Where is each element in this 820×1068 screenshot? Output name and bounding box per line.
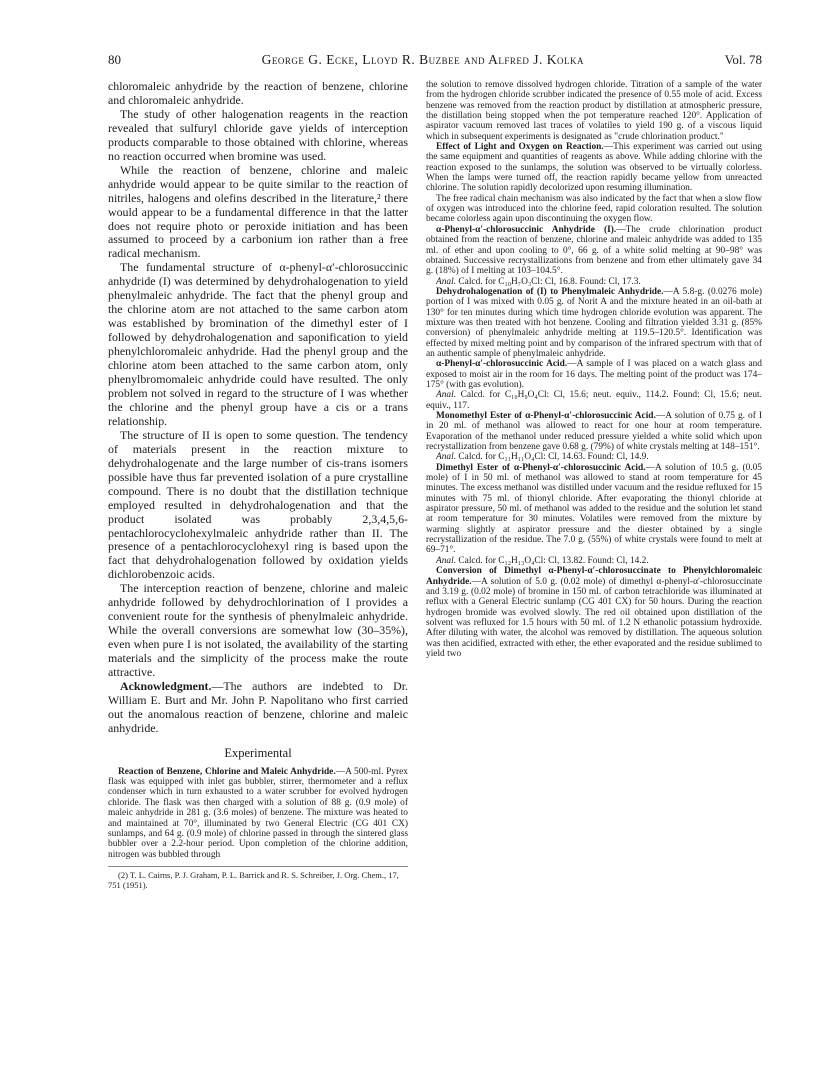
procedure-paragraph	[426, 142, 762, 194]
paragraph: The interception reaction of benzene, chlorine and maleic anhydride followed by dehydrochlorination of I provides a convenient route for the synthesis of phenylmaleic anhydride. While the overall conversions are somewhat low (30–35%), even when pure I is not isolated, the availability of the starting materials and the simplicity of the process make the route attractive.	[108, 581, 408, 680]
analysis-values: Calcd. for C₁₀H₇O₃Cl: Cl, 16.8. Found: Cl, 17.3.	[458, 276, 641, 287]
procedure-paragraph	[426, 411, 762, 452]
paragraph: chloromaleic anhydride by the reaction of benzene, chlorine and chloromaleic anhydride.	[108, 79, 408, 107]
right-column	[426, 80, 762, 890]
analysis-label: Anal.	[436, 276, 457, 287]
analysis-line	[426, 277, 762, 287]
analysis-label: Anal.	[436, 555, 457, 566]
volume-label: Vol. 78	[724, 52, 762, 67]
procedure-body: —This experiment was carried out using the same equipment and quantities of reagents as above. While adding chlorine with the reaction exposed to the sunlamps, the solution was observed to be virtually colorless. When the lamps were turned off, the reaction rapidly became yellow from unreacted chlorine. The solution rapidly decolorized upon resuming illumination.	[426, 142, 762, 194]
paragraph: While the reaction of benzene, chlorine and maleic anhydride would appear to be quite similar to the reaction of nitriles, halogens and olefins described in the literature,² there would appear to be a fundamental difference in that the latter does not require photo or peroxide initiation and has been assumed to proceed by a carbonium ion rather than a free radical mechanism.	[108, 162, 408, 261]
procedure-body: —A solution of 5.0 g. (0.02 mole) of dimethyl α-phenyl-α′-chlorosuccinate and 3.19 g. (0.02 mole) of bromine in 150 ml. of carbon tetrachloride was illuminated at reflux with a General Electric sunlamp (CG 401 CX) for 50 hours. During the reaction hydrogen bromide was evolved slowly. The red oil obtained upon distillation of the solvent was refluxed for 1.5 hours with 50 ml. of 1.2 N ethanolic potassium hydroxide. After diluting with water, the alcohol was removed by distillation. The aqueous solution was then acidified, extracted with ether, the ether evaporated and the residue sublimed to yield two	[426, 576, 762, 659]
analysis-values: Calcd. for C₁₀H₉O₄Cl: Cl, 15.6; neut. equiv., 114.2. Found: Cl, 15.6; neut. equiv., 117.	[426, 390, 762, 411]
footnote: (2) T. L. Cairns, P. J. Graham, P. L. Barrick and R. S. Schreiber, J. Org. Chem., 17, 751 (1951).	[108, 866, 408, 890]
procedure-paragraph	[426, 225, 762, 277]
paragraph: The structure of II is open to some question. The tendency of materials present in the reaction mixture to dehydrohalogenate and the large number of cis-trans isomers possible have thus far prevented isolation of a pure crystalline compound. There is no doubt that the distillation technique employed resulted in dehydrohalogenation and that the product isolated was probably 2,3,4,5,6-pentachlorocyclohexylmaleic anhydride rather than II. The presence of a pentachlorocyclohexyl ring is based upon the fact that dehydrohalogenation followed by oxidation yields dichlorobenzoic acids.	[108, 427, 408, 582]
experimental-heading: Experimental	[224, 745, 292, 760]
analysis-values: Calcd. for C₁₁H₁₁O₄Cl: Cl, 14.63. Found: Cl, 14.9.	[458, 452, 649, 463]
page-number: 80	[108, 52, 121, 67]
procedure-heading: Dimethyl Ester of α-Phenyl-α′-chlorosuccinic Acid.	[436, 462, 646, 473]
paragraph: The fundamental structure of α-phenyl-α′-chlorosuccinic anhydride (I) was determined by dehydrohalogenation to yield phenylmaleic anhydride. The fact that the phenyl group and the chlorine atom are not attached to the same carbon atom was established by bromination of the dimethyl ester of I followed by dehydrohalogenation and saponification to yield phenylchloromaleic anhydride. Had the phenyl group and the chlorine atom been attached to the same carbon atom, only phenylbromomaleic anhydride could have resulted. The only problem not solved in regard to the structure of I was whether the chlorine and the phenyl group have a cis or a trans relationship.	[108, 260, 408, 428]
procedure-heading: Dehydrohalogenation of (I) to Phenylmaleic Anhydride.	[436, 286, 664, 297]
paragraph: The study of other halogenation reagents in the reaction revealed that sulfuryl chloride gave yields of interception products comparable to those obtained with chlorine, whereas no reaction occurred when bromine was used.	[108, 106, 408, 163]
analysis-label: Anal.	[436, 452, 457, 463]
paragraph: The free radical chain mechanism was also indicated by the fact that when a slow flow of oxygen was introduced into the chlorine feed, rapid coloration resulted. The solution became colorless again upon discontinuing the oxygen flow.	[426, 193, 762, 225]
procedure-paragraph	[426, 359, 762, 390]
page-header	[108, 52, 762, 74]
acknowledgment	[108, 680, 408, 736]
analysis-values: Calcd. for C₁₂H₁₃O₄Cl: Cl, 13.82. Found: Cl, 14.2.	[458, 555, 649, 566]
procedure-body: —A 5.8-g. (0.0276 mole) portion of I was mixed with 0.05 g. of Norit A and the mixture heated in an oil-bath at 130° for ten minutes during which time hydrogen chloride evolution was apparent. The mixture was then treated with hot benzene. Cooling and filtration yielded 3.31 g. (85% conversion) of phenylmaleic anhydride melting at 119.5–120.5°. Identification was effected by mixed melting point and by comparison of the infrared spectrum with that of an authentic sample of phenylmaleic anhydride.	[426, 286, 762, 359]
procedure-heading: Conversion of Dimethyl α-Phenyl-α′-chlorosuccinate to Phenylchloromaleic Anhydride.	[426, 566, 762, 587]
procedure-body: —A solution of 0.75 g. of I in 20 ml. of methanol was allowed to react for one hour at room temperature. Evaporation of the methanol under reduced pressure yielded a white solid which upon recrystallization from benzene gave 0.68 g. (79%) of white crystals melting at 148–151°.	[426, 411, 762, 453]
procedure-body: —A sample of I was placed on a watch glass and exposed to moist air in the room for 16 days. The melting point of the product was 174–175° (with gas evolution).	[426, 359, 762, 390]
procedure-heading: α-Phenyl-α′-chlorosuccinic Acid.	[436, 359, 568, 370]
analysis-line	[426, 556, 762, 566]
acknowledgment-body: —The authors are indebted to Dr. William E. Burt and Mr. John P. Napolitano who first carried out the anomalous reaction of benzene, chlorine and maleic anhydride.	[108, 678, 408, 735]
procedure-heading: Reaction of Benzene, Chlorine and Maleic Anhydride.	[118, 766, 336, 777]
procedure-body: —The crude chlorination product obtained from the reaction of benzene, chlorine and maleic anhydride was added to 135 ml. of ether and upon cooling to 0°, 66 g. of a white solid melting at 90–98° was obtained. Successive recrystallizations from benzene and from ether ultimately gave 34 g. (18%) of I melting at 103–104.5°.	[426, 224, 762, 277]
running-head-authors: George G. Ecke, Lloyd R. Buzbee and Alfred J. Kolka	[261, 52, 585, 67]
procedure-paragraph	[426, 566, 762, 659]
procedure-heading: Effect of Light and Oxygen on Reaction.	[436, 142, 604, 153]
procedure-paragraph	[426, 287, 762, 359]
acknowledgment-heading: Acknowledgment.	[120, 678, 212, 693]
procedure-body: —A solution of 10.5 g. (0.05 mole) of I in 50 ml. of methanol was allowed to stand at room temperature for 45 minutes. The excess methanol was distilled under vacuum and the residue refluxed for 15 minutes with 75 ml. of thionyl chloride. After evaporating the thionyl chloride at aspirator pressure, 50 ml. of methanol was added to the residue and the solution let stand at room temperature for 30 minutes. Volatiles were removed from the mixture by warming slightly at aspirator pressure and the diester obtained by a single recrystallization of the residue. The 7.0 g. (55%) of white crystals were found to melt at 69–71°.	[426, 462, 762, 556]
two-column-body	[108, 80, 762, 890]
procedure-body: —A 500-ml. Pyrex flask was equipped with inlet gas bubbler, stirrer, thermometer and a reflux condenser which in turn exhausted to a water scrubber for evolved hydrogen chloride. The flask was then charged with a solution of 88 g. (0.9 mole) of maleic anhydride in 281 g. (3.6 moles) of benzene. The mixture was heated to and maintained at 70°, illuminated by two General Electric (CG 401 CX) sunlamps, and 64 g. (0.9 mole) of chlorine passed in through the sintered glass bubbler over a 2.2-hour period. Upon completion of the chlorine addition, nitrogen was bubbled through	[108, 766, 408, 860]
procedure-paragraph	[108, 767, 408, 860]
left-column	[108, 80, 408, 890]
procedure-heading: Monomethyl Ester of α-Phenyl-α′-chlorosuccinic Acid.	[436, 411, 656, 421]
paragraph: the solution to remove dissolved hydrogen chloride. Titration of a sample of the water from the hydrogen chloride scrubber indicated the presence of 0.55 mole of acid. Excess benzene was removed from the reaction product by distillation at atmospheric pressure, the distillation being stopped when the pot temperature reached 120°. Application of aspirator vacuum removed last traces of volatiles to yield 190 g. of a viscous liquid which in subsequent experiments is designated as "crude chlorination product."	[426, 80, 762, 142]
analysis-line	[426, 390, 762, 411]
procedure-heading: α-Phenyl-α′-chlorosuccinic Anhydride (I).	[436, 224, 617, 235]
analysis-line	[426, 452, 762, 462]
experimental-section	[108, 767, 408, 860]
procedure-paragraph	[426, 463, 762, 556]
analysis-label: Anal.	[436, 390, 457, 401]
